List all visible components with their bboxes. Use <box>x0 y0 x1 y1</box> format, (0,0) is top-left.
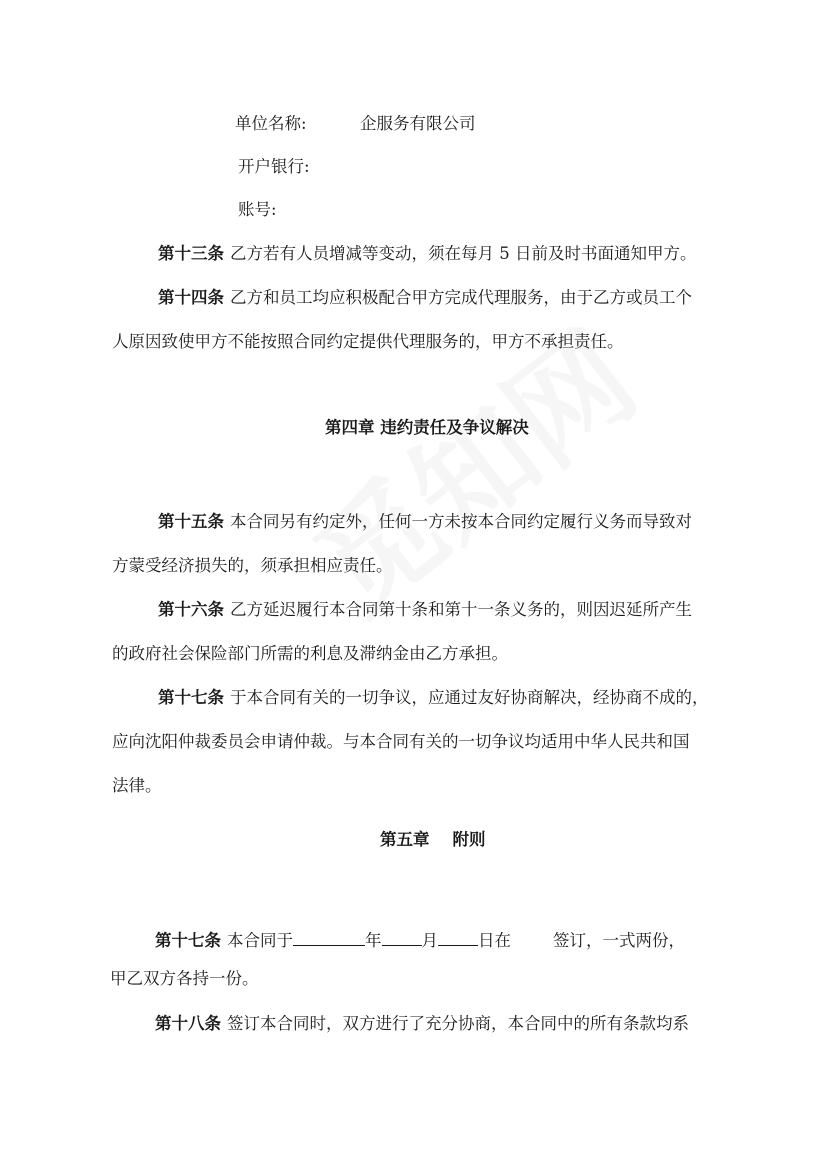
article-17b-text2: 甲乙双方各持一份。 <box>110 969 259 988</box>
article-18-text1: 签订本合同时，双方进行了充分协商，本合同中的所有条款均系 <box>227 1014 689 1033</box>
article-18-line1 <box>155 1014 689 1034</box>
article-17a-number: 第十七条 <box>158 688 224 707</box>
article-15-line2 <box>112 556 393 576</box>
article-17a-text2: 应向沈阳仲裁委员会申请仲裁。与本合同有关的一切争议均适用中华人民共和国 <box>112 732 690 751</box>
article-14-line1 <box>158 288 692 308</box>
article-17a-text3: 法律。 <box>112 776 162 795</box>
year-label: 年 <box>365 931 382 950</box>
article-16-line2 <box>112 644 508 664</box>
article-17a-text1: 于本合同有关的一切争议，应通过友好协商解决，经协商不成的， <box>230 688 709 707</box>
unit-name-label: 单位名称: <box>235 114 307 133</box>
unit-name-row <box>235 114 476 134</box>
article-15-text2: 方蒙受经济损失的，须承担相应责任。 <box>112 556 393 575</box>
article-16-line1 <box>158 600 692 620</box>
unit-name-value: 企服务有限公司 <box>360 114 476 133</box>
account-row <box>238 200 277 220</box>
article-13 <box>158 244 697 264</box>
account-label: 账号: <box>238 200 277 219</box>
article-15-number: 第十五条 <box>158 512 224 531</box>
article-17a-line2 <box>112 732 690 752</box>
article-15-text1: 本合同另有约定外，任何一方未按本合同约定履行义务而导致对 <box>230 512 692 531</box>
article-18-number: 第十八条 <box>155 1014 221 1033</box>
article-16-text1: 乙方延迟履行本合同第十条和第十一条义务的，则因迟延所产生 <box>230 600 692 619</box>
article-13-text: 乙方若有人员增减等变动，须在每月 5 日前及时书面通知甲方。 <box>230 244 697 263</box>
article-17b-suffix: 签订，一式两份， <box>553 931 685 950</box>
article-14-line2 <box>112 332 624 352</box>
article-17b-number: 第十七条 <box>155 931 221 950</box>
day-label: 日在 <box>478 931 511 950</box>
article-17b-prefix: 本合同于 <box>227 931 293 950</box>
day-blank <box>438 928 478 946</box>
article-17a-line3 <box>112 776 162 796</box>
article-14-number: 第十四条 <box>158 288 224 307</box>
article-14-text1: 乙方和员工均应积极配合甲方完成代理服务，由于乙方或员工个 <box>230 288 692 307</box>
month-label: 月 <box>421 931 438 950</box>
article-16-number: 第十六条 <box>158 600 224 619</box>
article-17b-line1 <box>155 928 685 951</box>
article-17a-line1 <box>158 688 709 708</box>
month-blank <box>382 928 422 946</box>
bank-label: 开户银行: <box>238 157 310 176</box>
article-16-text2: 的政府社会保险部门所需的利息及滞纳金由乙方承担。 <box>112 644 508 663</box>
chapter-4-heading: 第四章 违约责任及争议解决 <box>325 418 529 437</box>
year-blank <box>293 928 365 946</box>
bank-row <box>238 157 310 177</box>
article-15-line1 <box>158 512 692 532</box>
article-14-text2: 人原因致使甲方不能按照合同约定提供代理服务的，甲方不承担责任。 <box>112 332 624 351</box>
article-17b-line2 <box>110 969 259 989</box>
chapter-5-heading: 第五章 附则 <box>380 830 486 849</box>
article-13-number: 第十三条 <box>158 244 224 263</box>
